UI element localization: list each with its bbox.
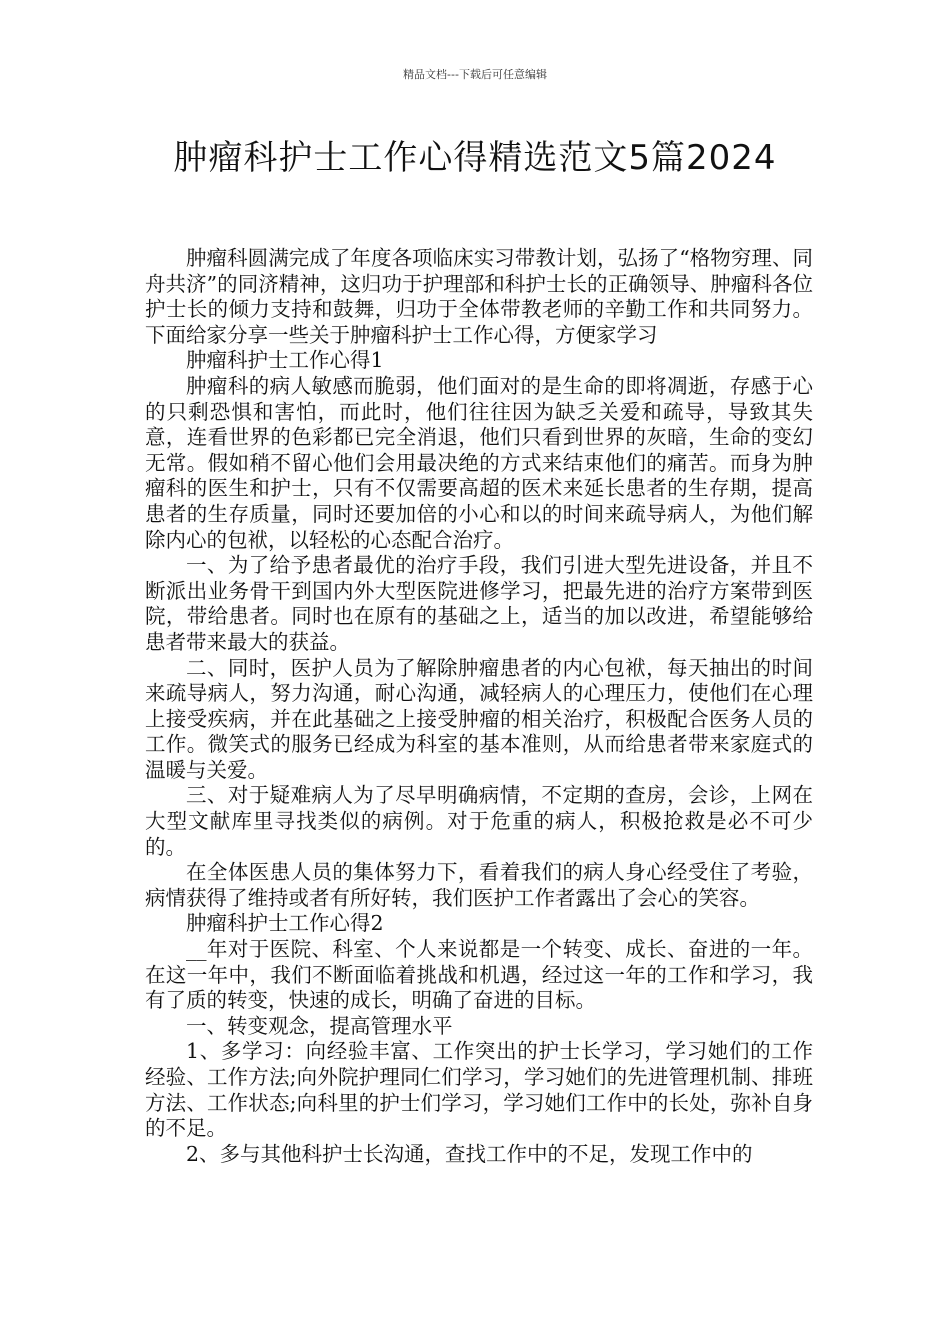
paragraph: 一、为了给予患者最优的治疗手段，我们引进大型先进设备，并且不断派出业务骨干到国内外大型医院进修学习，把最先进的治疗方案带到医院，带给患者。同时也在原有的基础之上，适当的加以改进，希望能够给患者带来最大的获益。 <box>145 553 813 654</box>
paragraph: 肿瘤科圆满完成了年度各项临床实习带教计划，弘扬了“格物穷理、同舟共济”的同济精神，这归功于护理部和科护士长的正确领导、肿瘤科各位护士长的倾力支持和鼓舞，归功于全体带教老师的辛勤工作和共同努力。下面给家分享一些关于肿瘤科护士工作心得，方便家学习 <box>145 246 813 347</box>
document-title: 肿瘤科护士工作心得精选范文5篇2024 <box>173 138 777 178</box>
section-heading: 肿瘤科护士工作心得1 <box>186 348 384 373</box>
paragraph: 三、对于疑难病人为了尽早明确病情，不定期的查房，会诊，上网在大型文献库里寻找类似的病例。对于危重的病人，积极抢救是必不可少的。 <box>145 783 813 859</box>
subsection-heading: 一、转变观念，提高管理水平 <box>186 1013 453 1038</box>
paragraph: 2、多与其他科护士长沟通，查找工作中的不足，发现工作中的 <box>186 1141 753 1166</box>
paragraph: __年对于医院、科室、个人来说都是一个转变、成长、奋进的一年。在这一年中，我们不断面临着挑战和机遇，经过这一年的工作和学习，我有了质的转变，快速的成长，明确了奋进的目标。 <box>145 937 813 1013</box>
paragraph: 二、同时，医护人员为了解除肿瘤患者的内心包袱，每天抽出的时间来疏导病人，努力沟通，耐心沟通，减轻病人的心理压力，使他们在心理上接受疾病，并在此基础之上接受肿瘤的相关治疗，积极配合医务人员的工作。微笑式的服务已经成为科室的基本准则，从而给患者带来家庭式的温暖与关爱。 <box>145 655 813 782</box>
paragraph: 1、多学习：向经验丰富、工作突出的护士长学习，学习她们的工作经验、工作方法;向外院护理同仁们学习，学习她们的先进管理机制、排班方法、工作状态;向科里的护士们学习，学习她们工作中的长处，弥补自身的不足。 <box>145 1039 813 1141</box>
paragraph: 肿瘤科的病人敏感而脆弱，他们面对的是生命的即将凋逝，存感于心的只剩恐惧和害怕，而此时，他们往往因为缺乏关爱和疏导，导致其失意，连看世界的色彩都已完全消退，他们只看到世界的灰暗，生命的变幻无常。假如稍不留心他们会用最决绝的方式来结束他们的痛苦。而身为肿瘤科的医生和护士，只有不仅需要高超的医术来延长患者的生存期，提高患者的生存质量，同时还要加倍的小心和以的时间来疏导病人，为他们解除内心的包袱，以轻松的心态配合治疗。 <box>145 373 813 552</box>
paragraph: 在全体医患人员的集体努力下，看着我们的病人身心经受住了考验，病情获得了维持或者有所好转，我们医护工作者露出了会心的笑容。 <box>145 860 813 910</box>
document-body <box>145 246 813 1167</box>
section-heading: 肿瘤科护士工作心得2 <box>186 911 384 936</box>
header-note: 精品文档---下载后可任意编辑 <box>403 68 547 81</box>
